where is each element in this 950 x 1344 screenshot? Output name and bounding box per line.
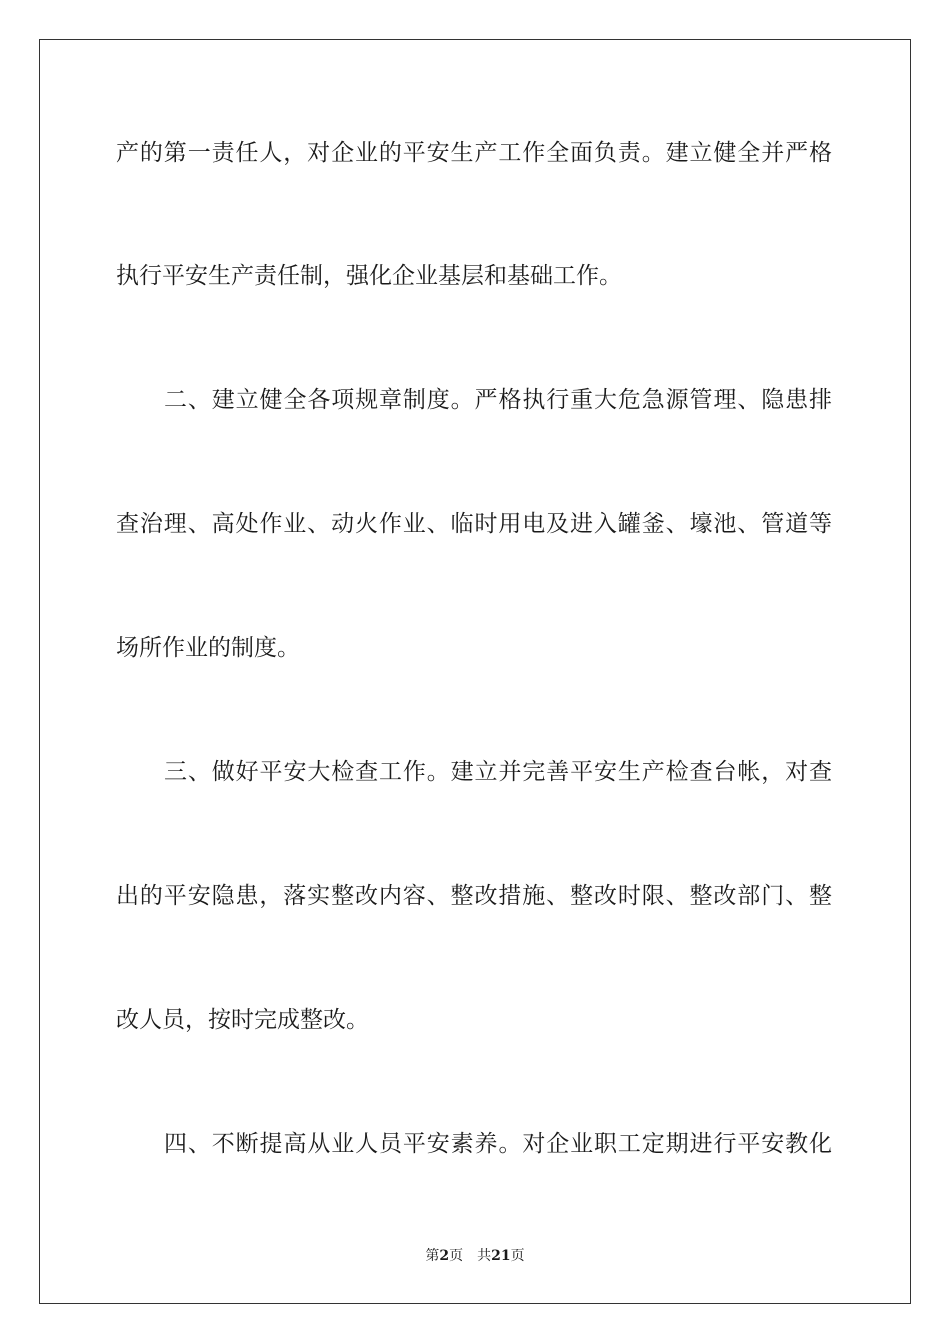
page-border [39,39,911,1304]
text-line-3: 二、建立健全各项规章制度。严格执行重大危急源管理、隐患排 [164,387,832,413]
page-footer [0,1246,950,1266]
text-line-9: 四、不断提高从业人员平安素养。对企业职工定期进行平安教化 [164,1131,832,1157]
total-prefix: 共 [477,1248,492,1264]
text-line-4: 查治理、高处作业、动火作业、临时用电及进入罐釜、壕池、管道等 [116,511,832,537]
text-line-1: 产的第一责任人，对企业的平安生产工作全面负责。建立健全并严格 [116,140,832,166]
page-prefix: 第 [425,1248,440,1264]
total-suffix: 页 [510,1248,525,1264]
text-line-5: 场所作业的制度。 [116,635,300,661]
total-pages: 21 [491,1248,511,1264]
text-line-6: 三、做好平安大检查工作。建立并完善平安生产检查台帐，对查 [164,759,832,785]
page-suffix: 页 [449,1248,464,1264]
text-line-2: 执行平安生产责任制，强化企业基层和基础工作。 [116,263,622,289]
text-line-7: 出的平安隐患，落实整改内容、整改措施、整改时限、整改部门、整 [116,883,832,909]
page-number: 2 [439,1248,450,1264]
text-line-8: 改人员，按时完成整改。 [116,1007,369,1033]
